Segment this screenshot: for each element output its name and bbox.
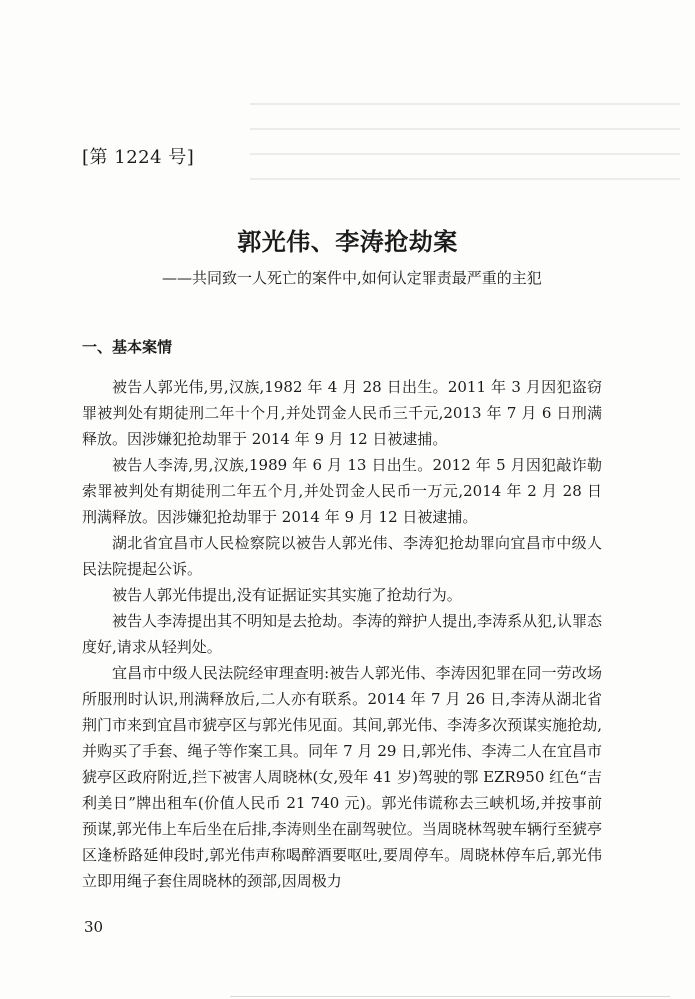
paragraph: 被告人李涛提出其不明知是去抢劫。李涛的辩护人提出,李涛系从犯,认罪态度好,请求从轻判处。 [82, 612, 602, 656]
page-number: 30 [84, 918, 104, 936]
body-text [82, 374, 602, 894]
show-through-line [250, 153, 680, 155]
show-through-line [250, 103, 680, 105]
paragraph: 被告人李涛,男,汉族,1989 年 6 月 13 日出生。2012 年 5 月因犯敲诈勒索罪被判处有期徒刑二年五个月,并处罚金人民币一万元,2014 年 2 月 28 日刑满释放。因涉嫌犯抢劫罪于 2014 年 9 月 12 日被逮捕。 [82, 456, 602, 526]
paragraph: 被告人郭光伟,男,汉族,1982 年 4 月 28 日出生。2011 年 3 月因犯盗窃罪被判处有期徒刑二年十个月,并处罚金人民币三千元,2013 年 7 月 6 日刑满释放。因涉嫌犯抢劫罪于 2014 年 9 月 12 日被逮捕。 [82, 378, 602, 448]
show-through-line [250, 178, 680, 180]
paragraph: 宜昌市中级人民法院经审理查明:被告人郭光伟、李涛因犯罪在同一劳改场所服刑时认识,刑满释放后,二人亦有联系。2014 年 7 月 26 日,李涛从湖北省荆门市来到宜昌市猇亭区与郭光伟见面。其间,郭光伟、李涛多次预谋实施抢劫,并购买了手套、绳子等作案工具。同年 7 月 29 日,郭光伟、李涛二人在宜昌市猇亭区政府附近,拦下被害人周晓林(女,殁年 41 岁)驾驶的鄂 EZR950 红色“吉利美日”牌出租车(价值人民币 21 740 元)。郭光伟谎称去三峡机场,并按事前预谋,郭光伟上车后坐在后排,李涛则坐在副驾驶位。当周晓林驾驶车辆行至猇亭区逢桥路延伸段时,郭光伟声称喝醉酒要呕吐,要周停车。周晓林停车后,郭光伟立即用绳子套住周晓林的颈部,因周极力 [82, 664, 602, 890]
case-title: 郭光伟、李涛抢劫案 [237, 227, 458, 256]
section-heading: 一、基本案情 [82, 338, 173, 356]
paragraph: 湖北省宜昌市人民检察院以被告人郭光伟、李涛犯抢劫罪向宜昌市中级人民法院提起公诉。 [82, 534, 602, 578]
show-through-line [250, 128, 680, 130]
case-number: [第 1224 号] [82, 147, 195, 168]
case-subtitle: ——共同致一人死亡的案件中,如何认定罪责最严重的主犯 [162, 269, 542, 287]
paragraph: 被告人郭光伟提出,没有证据证实其实施了抢劫行为。 [112, 586, 462, 604]
bottom-rule [230, 996, 670, 997]
